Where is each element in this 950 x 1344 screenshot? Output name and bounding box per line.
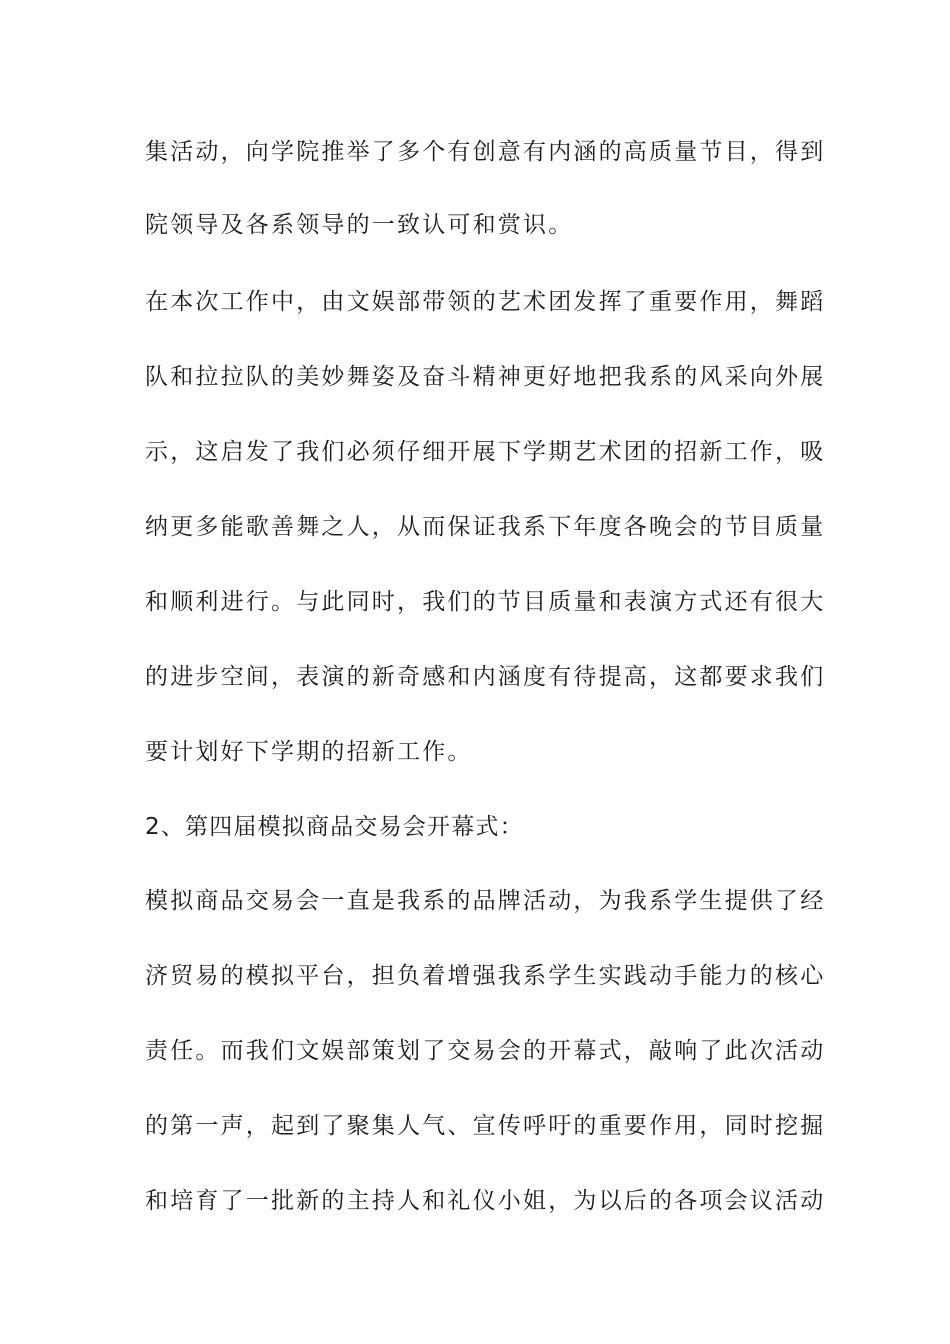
- text-line: 模拟商品交易会一直是我系的品牌活动，为我系学生提供了经: [145, 888, 826, 914]
- text-line: 和培育了一批新的主持人和礼仪小姐，为以后的各项会议活动: [145, 1188, 826, 1214]
- text-line: 要计划好下学期的招新工作。: [145, 739, 473, 765]
- text-line: 院领导及各系领导的一致认可和赏识。: [145, 212, 574, 238]
- text-line: 济贸易的模拟平台，担负着增强我系学生实践动手能力的核心: [145, 963, 826, 989]
- text-line: 在本次工作中，由文娱部带领的艺术团发挥了重要作用，舞蹈: [145, 289, 826, 315]
- text-line: 责任。而我们文娱部策划了交易会的开幕式，敲响了此次活动: [145, 1038, 826, 1064]
- text-line: 集活动，向学院推举了多个有创意有内涵的高质量节目，得到: [145, 139, 826, 165]
- text-line: 的第一声，起到了聚集人气、宣传呼吁的重要作用，同时挖掘: [145, 1113, 826, 1139]
- text-line: 队和拉拉队的美妙舞姿及奋斗精神更好地把我系的风采向外展: [145, 364, 826, 390]
- section-heading: 2、第四届模拟商品交易会开幕式：: [145, 814, 524, 840]
- text-line: 的进步空间，表演的新奇感和内涵度有待提高，这都要求我们: [145, 664, 826, 690]
- text-line: 纳更多能歌善舞之人，从而保证我系下年度各晚会的节目质量: [145, 514, 826, 540]
- text-line: 示，这启发了我们必须仔细开展下学期艺术团的招新工作，吸: [145, 439, 826, 465]
- text-line: 和顺利进行。与此同时，我们的节目质量和表演方式还有很大: [145, 589, 826, 615]
